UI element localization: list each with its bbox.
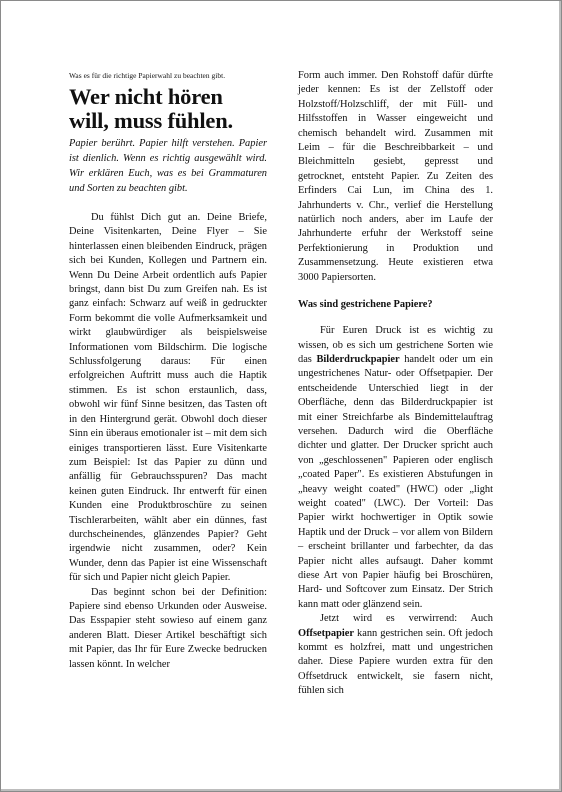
paragraph-definition: Das beginnt schon bei der Definition: Papiere sind ebenso Urkunden oder Ausweise. Das Esspapier steht sowieso auf einem ganz anderen Blatt. Dieser Artikel beschäftigt sich mit Papier, das Ihr für Eure Zwecke bedrucken lassen könnt. In welcher	[69, 586, 267, 670]
left-column	[69, 71, 267, 672]
right-column	[298, 69, 493, 699]
paragraph-intro: Du fühlst Dich gut an. Deine Briefe, Deine Visitenkarten, Deine Flyer – Sie hinterlassen einen bleibenden Eindruck, prägen sich bei Kunden, Kollegen und Partnern ein. Wenn Du Deine Arbeit ordentlich aufs Papier bringst, dann bist Du zum Greifen nah. Es ist ganz einfach: Schwarz auf weiß in gedruckter Form bekommt die volle Aufmerksamkeit und wirkt glaubwürdiger als beispielsweise Informationen vom Bildschirm. Die logische Schlussfolgerung daraus: Für einen erfolgreichen Auftritt muss auch die Haptik stimmen. Es ist schon erstaunlich, dass, obwohl wir fünf Sinne besitzen, das Tasten oft in den Hintergrund gerät. Obwohl doch dieser Sinn ein überaus emotionaler ist – mit dem sich einiges transportieren lässt. Eure Visitenkarte zum Beispiel: Ist das Papier zu dünn und anfällig für Gebrauchsspuren? Das macht keinen guten Eindruck. Ihr entwerft für einen Kunden eine Produktbroschüre zu seinen Tischlerarbeiten, wählt aber ein dünnes, fast durchscheinendes, glänzendes Papier? Geht irgendwie nicht zusammen, oder? Kein Wunder, denn das Papier ist eine Wissenschaft für sich und Papier nicht gleich Papier.	[69, 212, 267, 584]
term-bilderdruckpapier: Bilderdruckpapier	[316, 353, 400, 365]
paragraph-offset	[298, 612, 493, 698]
text-run: Für Euren Druck ist es wichtig zu wissen, ob es sich um gestrichene Sorten wie das	[298, 325, 493, 365]
article-lead: Papier berührt. Papier hilft verstehen. Papier ist dienlich. Wenn es richtig ausgewählt wird. Wir erklären Euch, was es bei Grammaturen und Sorten zu beachten gibt.	[69, 138, 267, 194]
paragraph-raw-material: Form auch immer. Den Rohstoff dafür dürfte jeder kennen: Es ist der Zellstoff oder Holzstoff/Holzschliff, der mit Füll- und Hilfsstoffen in Wasser eingeweicht und chemisch behandelt wird. Zusammen mit Leim – für die Beschreibbarkeit – und Bleichmitteln gesiebt, gepresst und getrocknet, entsteht Papier. Zu Zeiten des Erfinders Cai Lun, im China des 1. Jahrhunderts v. Chr., verlief die Herstellung natürlich noch anders, aber im Laufe der Jahrhunderte erfuhr der Werkstoff seine Perfektionierung in Produktion und Zusammensetzung. Heute existieren etwa 3000 Papiersorten.	[298, 70, 493, 283]
text-run: handelt oder um ein ungestrichenes Natur- oder Offsetpapier. Der entscheidende Unterschied liegt in der Oberfläche, denn das Bilderdruckpapier ist mit einer Streichfarbe als Bindemittelauftrag versehen. Dadurch wird die Oberfläche dichter und glatter. Der Drucker spricht auch von „geschlossenen" Papieren oder englisch „coated Paper". Es existieren Abstufungen in „heavy weight coated" (HWC) oder „light weight coated" (LWC). Der Vorteil: Das Papier wirkt hochwertiger in Optik sowie Haptik und der Druck – vor allem von Bildern – erscheint brillanter und farbechter, da das Papier nicht alles aufsaugt. Daher kommt diese Art von Papier häufig bei Broschüren, Hard- und Softcover zum Einsatz. Der Strich kann matt oder glänzend sein.	[298, 353, 493, 610]
term-offsetpapier: Offsetpapier	[298, 627, 354, 639]
paragraph-coated	[298, 324, 493, 612]
text-run: kann gestrichen sein. Oft jedoch kommt es holzfrei, matt und ungestrichen daher. Diese Papiere wurden extra für den Offsetdruck entwickelt, sie fasern nicht, fühlen sich	[298, 627, 493, 697]
kicker-line: Was es für die richtige Papierwahl zu beachten gibt.	[69, 71, 226, 80]
section-heading-coated: Was sind gestrichene Papiere?	[298, 299, 433, 311]
article-title: Wer nicht hören will, muss fühlen.	[69, 84, 233, 133]
text-run: Jetzt wird es verwirrend: Auch	[320, 613, 493, 625]
